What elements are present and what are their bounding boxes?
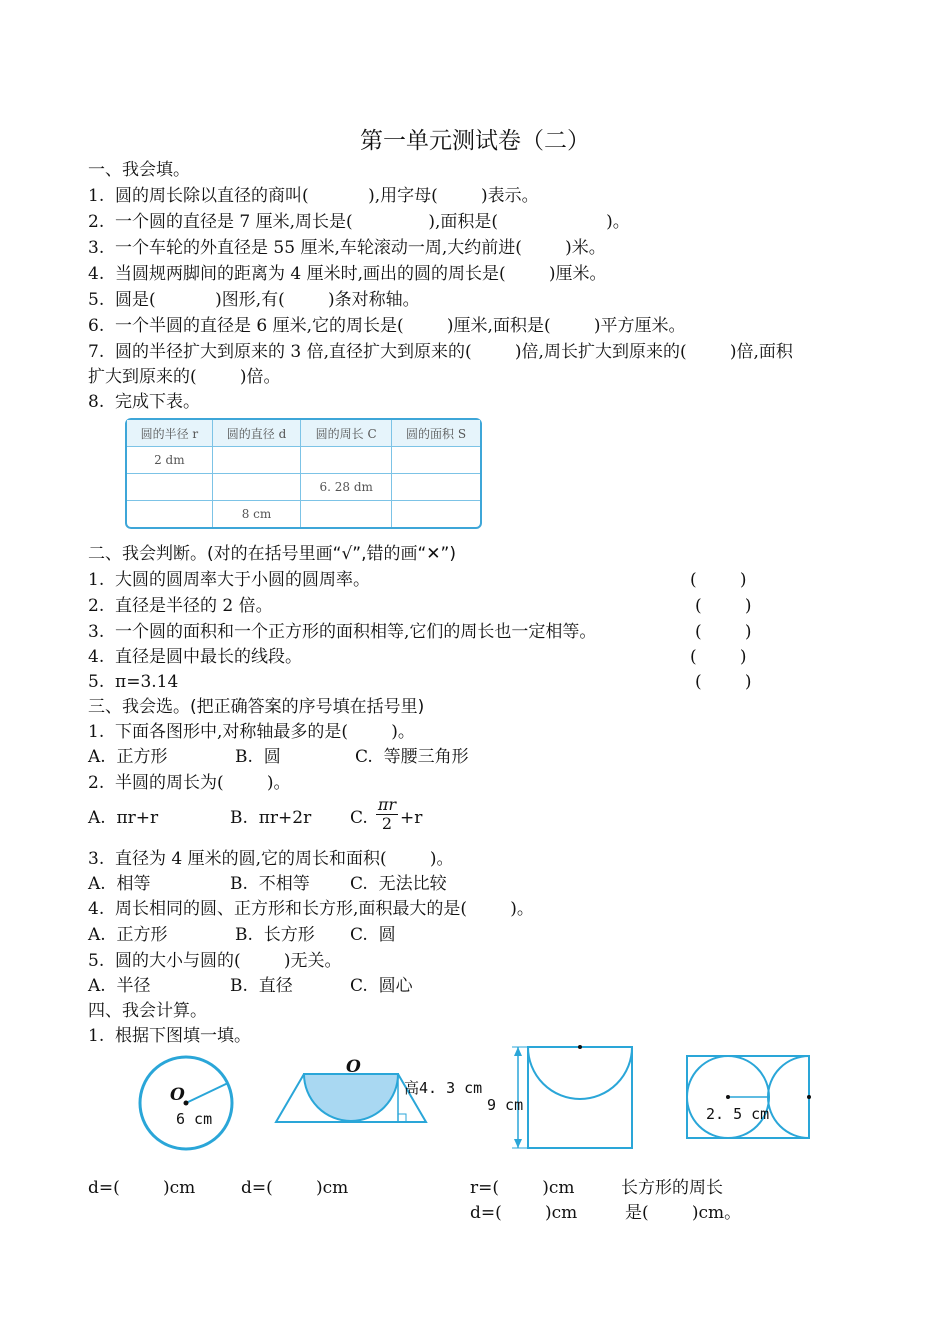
question-1-7-line2: 扩大到原来的( )倍。 xyxy=(88,367,281,387)
arrow-down-icon xyxy=(514,1139,522,1148)
table-header: 圆的直径 d xyxy=(213,420,302,447)
table-cell[interactable]: 8 cm xyxy=(213,501,302,527)
table-header: 圆的面积 S xyxy=(392,420,480,447)
choice-4-option-a: A. 正方形 xyxy=(88,925,168,945)
figure-2-height-label: 高4. 3 cm xyxy=(404,1079,483,1097)
question-1-4: 4. 当圆规两脚间的距离为 4 厘米时,画出的圆的周长是( )厘米。 xyxy=(88,264,607,284)
table-header: 圆的半径 r xyxy=(127,420,213,447)
calc-question-1: 1. 根据下图填一填。 xyxy=(88,1026,252,1046)
table-cell[interactable]: 6. 28 dm xyxy=(301,474,392,501)
answer-blank-6[interactable]: 是( )cm。 xyxy=(625,1203,742,1223)
answer-label-5: 长方形的周长 xyxy=(621,1178,723,1198)
judge-item-3: 3. 一个圆的面积和一个正方形的面积相等,它们的周长也一定相等。 xyxy=(88,622,597,642)
choice-5-option-a: A. 半径 xyxy=(88,976,151,996)
question-1-6: 6. 一个半圆的直径是 6 厘米,它的周长是( )厘米,面积是( )平方厘米。 xyxy=(88,316,686,336)
figure-4-radius-label: 2. 5 cm xyxy=(706,1105,770,1123)
judge-blank-2[interactable]: ( ) xyxy=(695,596,752,616)
choice-4-option-b: B. 长方形 xyxy=(235,925,315,945)
center-dot xyxy=(726,1095,730,1099)
figure-2-center-label: O xyxy=(346,1057,361,1077)
fraction-numerator: πr xyxy=(377,795,397,814)
semicircle-shaded xyxy=(304,1074,398,1121)
answer-blank-1[interactable]: d=( )cm xyxy=(88,1178,196,1198)
page-title: 第一单元测试卷（二） xyxy=(360,128,590,154)
arrow-up-icon xyxy=(514,1047,522,1056)
judge-blank-5[interactable]: ( ) xyxy=(695,672,752,692)
judge-item-2: 2. 直径是半径的 2 倍。 xyxy=(88,596,273,616)
judge-item-4: 4. 直径是圆中最长的线段。 xyxy=(88,647,303,667)
question-1-8: 8. 完成下表。 xyxy=(88,392,201,412)
section-3-heading: 三、我会选。(把正确答案的序号填在括号里) xyxy=(88,697,425,717)
figure-3-side-label: 9 cm xyxy=(487,1096,524,1114)
choice-1-option-b: B. 圆 xyxy=(235,747,281,767)
center-dot xyxy=(578,1045,582,1049)
answer-blank-2[interactable]: d=( )cm xyxy=(241,1178,349,1198)
center-dot xyxy=(807,1095,811,1099)
judge-blank-4[interactable]: ( ) xyxy=(690,647,747,667)
fraction-denominator: 2 xyxy=(381,814,393,833)
choice-5-option-c: C. 圆心 xyxy=(350,976,413,996)
choice-4-option-c: C. 圆 xyxy=(350,925,396,945)
choice-question-2: 2. 半圆的周长为( )。 xyxy=(88,773,291,793)
section-2-heading: 二、我会判断。(对的在括号里画“√”,错的画“✕”) xyxy=(88,544,456,564)
answer-blank-3[interactable]: r=( )cm xyxy=(470,1178,575,1198)
choice-2-option-c: C. xyxy=(350,808,368,828)
semicircle-in-square xyxy=(528,1047,632,1099)
judge-item-1: 1. 大圆的圆周率大于小圆的圆周率。 xyxy=(88,570,371,590)
judge-item-5: 5. π=3.14 xyxy=(88,672,179,692)
section-1-heading: 一、我会填。 xyxy=(88,160,190,180)
judge-blank-3[interactable]: ( ) xyxy=(695,622,752,642)
choice-2-option-a: A. πr+r xyxy=(88,808,159,828)
section-4-heading: 四、我会计算。 xyxy=(88,1001,207,1021)
figure-1-radius-label: 6 cm xyxy=(176,1110,213,1128)
square xyxy=(528,1047,632,1148)
question-1-5: 5. 圆是( )图形,有( )条对称轴。 xyxy=(88,290,420,310)
choice-question-5: 5. 圆的大小与圆的( )无关。 xyxy=(88,951,342,971)
answer-blank-4[interactable]: d=( )cm xyxy=(470,1203,578,1223)
choice-question-4: 4. 周长相同的圆、正方形和长方形,面积最大的是( )。 xyxy=(88,899,534,919)
choice-question-3: 3. 直径为 4 厘米的圆,它的周长和面积( )。 xyxy=(88,849,454,869)
question-1-2: 2. 一个圆的直径是 7 厘米,周长是( ),面积是( )。 xyxy=(88,212,630,232)
choice-1-option-c: C. 等腰三角形 xyxy=(355,747,469,767)
judge-blank-1[interactable]: ( ) xyxy=(690,570,747,590)
choice-3-option-b: B. 不相等 xyxy=(230,874,310,894)
choice-5-option-b: B. 直径 xyxy=(230,976,293,996)
choice-question-1: 1. 下面各图形中,对称轴最多的是( )。 xyxy=(88,722,415,742)
question-1-1: 1. 圆的周长除以直径的商叫( ),用字母( )表示。 xyxy=(88,186,539,206)
question-1-7-line1: 7. 圆的半径扩大到原来的 3 倍,直径扩大到原来的( )倍,周长扩大到原来的( )倍,面积 xyxy=(88,342,793,362)
choice-2-option-b: B. πr+2r xyxy=(230,808,312,828)
table-cell[interactable]: 2 dm xyxy=(127,447,213,474)
figure-1-center-label: O xyxy=(170,1085,185,1105)
semicircle-in-rectangle xyxy=(768,1056,809,1138)
choice-3-option-a: A. 相等 xyxy=(88,874,151,894)
choice-3-option-c: C. 无法比较 xyxy=(350,874,447,894)
question-1-3: 3. 一个车轮的外直径是 55 厘米,车轮滚动一周,大约前进( )米。 xyxy=(88,238,606,258)
right-angle-mark xyxy=(398,1114,406,1122)
choice-2-option-c-suffix: +r xyxy=(400,808,423,828)
choice-1-option-a: A. 正方形 xyxy=(88,747,168,767)
radius-line xyxy=(186,1083,228,1103)
table-header: 圆的周长 C xyxy=(301,420,392,447)
